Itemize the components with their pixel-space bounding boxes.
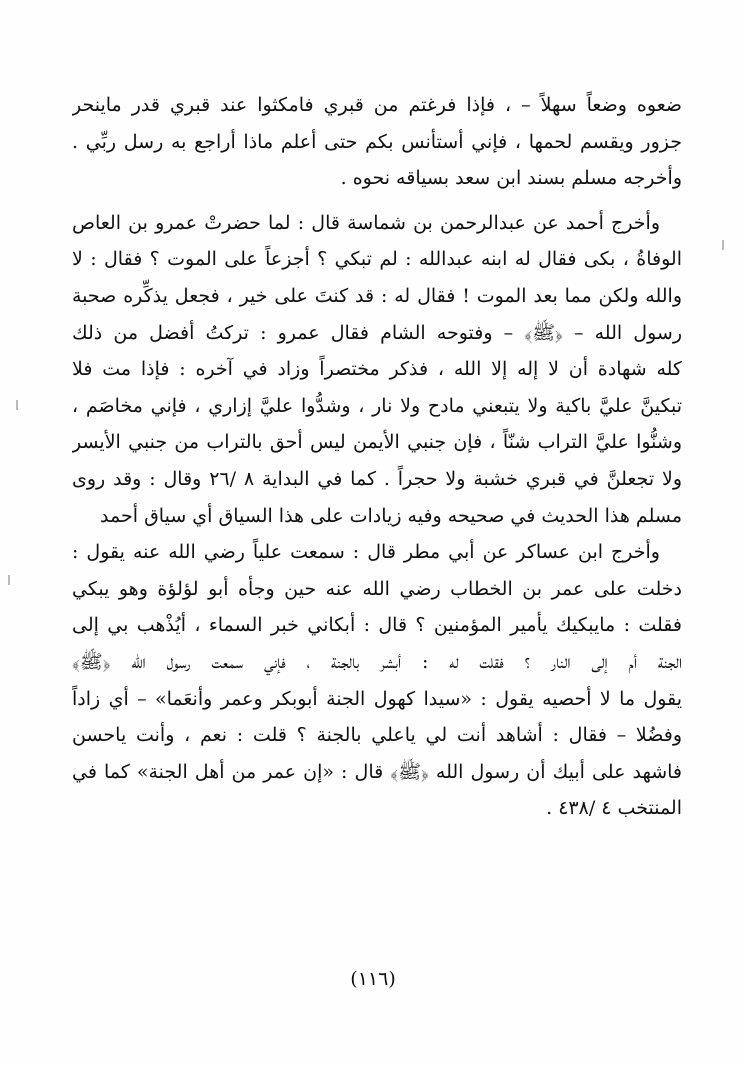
text-line: الوفاةُ ، بكى فقال له ابنه عبدالله : لم تبكي ؟ أجزعاً على الموت ؟ فقال : لا (72, 248, 682, 271)
paragraph-3 (72, 534, 682, 827)
text-line: وأخرج ابن عساكر عن أبي مطر قال : سمعت علياً رضي الله عنه يقول : (72, 541, 660, 564)
text-line: المنتخب ٤ /٤٣٨ . (546, 797, 682, 820)
text-line: كله شهادة أن لا إله إلا الله ، فذكر مختصراً وزاد في آخره : فإذا مت فلا (72, 358, 682, 381)
text-line: فقلت : مايبكيك يأمير المؤمنين ؟ قال : أبكاني خبر السماء ، أيُذْهب بي إلى (72, 614, 682, 637)
paragraph-1 (72, 87, 682, 197)
text-line: والله ولكن مما بعد الموت ! فقال له : قد كنتَ على خير ، فجعل يذكِّره صحبة (72, 284, 682, 307)
scan-mark (16, 400, 18, 410)
paragraph-2 (72, 205, 682, 534)
text-line: تبكينَّ عليَّ باكية ولا يتبعني مادح ولا نار ، وشدُّوا عليَّ إزاري ، فإني مخاصَم ، (72, 394, 682, 417)
text-line: فاشهد على أبيك أن رسول الله ﴿ﷺ﴾ قال : «إن عمر من أهل الجنة» كما في (72, 760, 682, 783)
scan-mark (722, 240, 724, 250)
text-line: وأخرج أحمد عن عبدالرحمن بن شماسة قال : لما حضرتْ عمرو بن العاص (72, 211, 660, 234)
text-line: وشنُّوا عليَّ التراب شنّاً ، فإن جنبي الأيمن ليس أحق بالتراب من جنبي الأيسر (72, 431, 682, 454)
scan-mark (8, 575, 10, 585)
text-line: يقول ما لا أحصيه يقول : «سيدا كهول الجنة أبوبكر وعمر وأنعَما» – أي زاداً (72, 687, 682, 710)
text-line: رسول الله – ﴿ﷺ﴾ – وفتوحه الشام فقال عمرو : تركتُ أفضل من ذلك (72, 321, 682, 344)
text-line: جزور ويقسم لحمها ، فإني أستأنس بكم حتى أعلم ماذا أراجع به رسل ربِّي . (72, 130, 682, 153)
text-line: ضعوه وضعاً سهلاً – ، فإذا فرغتم من قبري فامكثوا عند قبري قدر ماينحر (72, 94, 682, 116)
text-line: ولا تجعلنَّ في قبري خشبة ولا حجراً . كما في البداية ٨ /٢٦ وقال : وقد روى (72, 467, 682, 490)
text-line: وأخرجه مسلم بسند ابن سعد بسياقه نحوه . (340, 167, 682, 190)
text-line: وفضُلا – فقال : أشاهد أنت لي ياعلي بالجنة ؟ قلت : نعم ، وأنت ياحسن (72, 724, 682, 747)
page-number: (١١٦) (350, 968, 396, 990)
text-line: مسلم هذا الحديث في صحيحه وفيه زيادات على هذا السياق أي سياق أحمد (100, 504, 682, 527)
text-line: دخلت على عمر بن الخطاب رضي الله عنه حين وجأه أبو لؤلؤة وهو يبكي (72, 577, 682, 600)
text-line: الجنة أم إلى النار ؟ فقلت له : أبشر بالجنة ، فإني سمعت رسول الله ﴿ﷺ﴾ (72, 650, 682, 673)
body-text (72, 87, 682, 827)
